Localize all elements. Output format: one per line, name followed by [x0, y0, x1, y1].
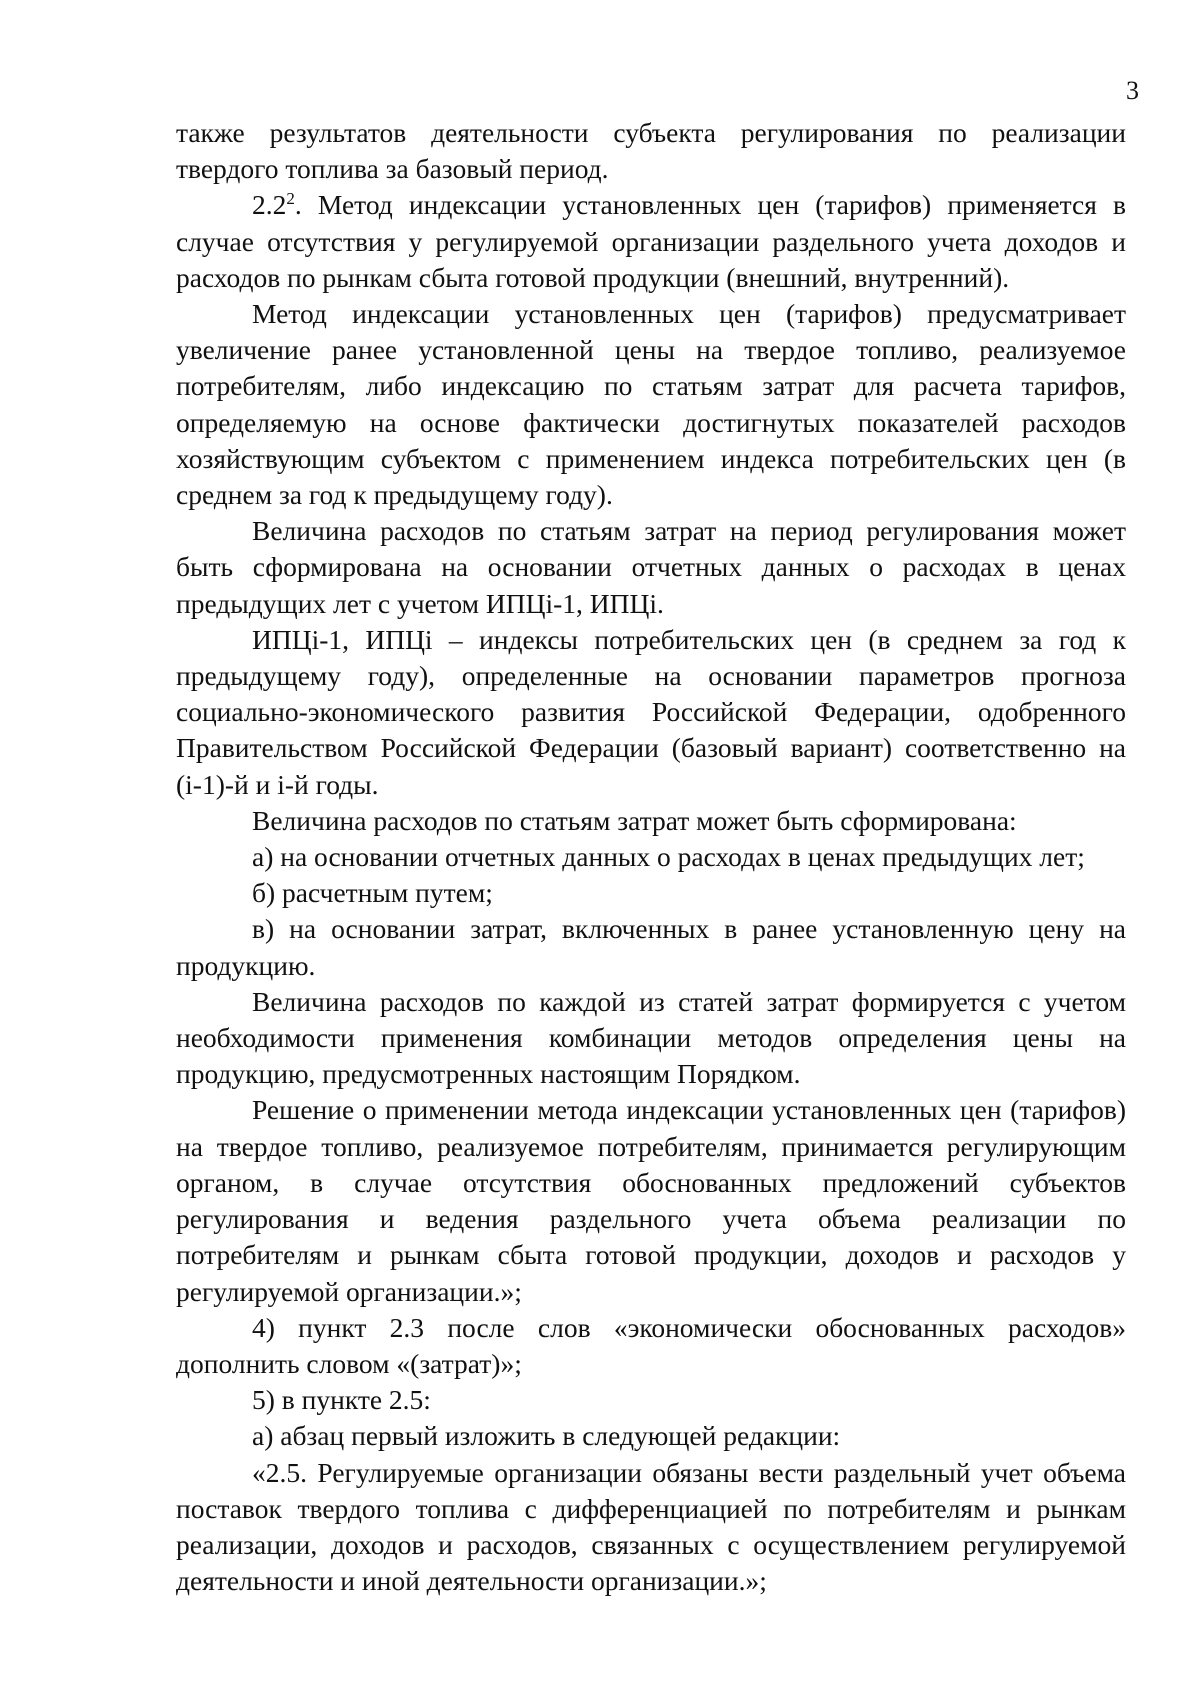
document-body	[176, 115, 1126, 1599]
paragraph-2-text: . Метод индексации установленных цен (тарифов) применяется в случае отсутствия у регулируемой организации раздельного учета доходов и расходов по рынкам сбыта готовой продукции (внешний, внутренний).	[176, 189, 1126, 293]
paragraph-5: ИПЦі-1, ИПЦі – индексы потребительских цен (в среднем за год к предыдущему году), определенные на основании параметров прогноза социально-экономического развития Российской Федерации, одобренного Правительством Российской Федерации (базовый вариант) соответственно на (і-1)-й и і-й годы.	[176, 623, 1126, 800]
list-item-a: а) на основании отчетных данных о расходах в ценах предыдущих лет;	[252, 841, 1085, 873]
page-number: 3	[1126, 76, 1139, 105]
paragraph-2	[176, 187, 1126, 296]
paragraph-10: Величина расходов по каждой из статей затрат формируется с учетом необходимости применения комбинации методов определения цены на продукцию, предусмотренных настоящим Порядком.	[176, 985, 1126, 1090]
paragraph-3: Метод индексации установленных цен (тарифов) предусматривает увеличение ранее установленной цены на твердое топливо, реализуемое потребителям, либо индексацию по статьям затрат для расчета тарифов, определяемую на основе фактически достигнутых показателей расходов хозяйствующим субъектом с применением индекса потребительских цен (в среднем за год к предыдущему году).	[176, 298, 1126, 511]
amendment-4: 4) пункт 2.3 после слов «экономически обоснованных расходов» дополнить словом «(затрат)»;	[176, 1311, 1126, 1379]
amendment-5-a: а) абзац первый изложить в следующей редакции:	[252, 1420, 841, 1452]
paragraph-6: Величина расходов по статьям затрат может быть сформирована:	[252, 804, 1017, 836]
paragraph-1: также результатов деятельности субъекта регулирования по реализации твердого топлива за базовый период.	[176, 117, 1126, 185]
quoted-clause-2-5: «2.5. Регулируемые организации обязаны вести раздельный учет объема поставок твердого топлива с дифференциацией по потребителям и рынкам реализации, доходов и расходов, связанных с осуществлением регулируемой деятельности и иной деятельности организации.»;	[176, 1456, 1126, 1597]
clause-superscript: 2	[286, 189, 295, 209]
paragraph-11: Решение о применении метода индексации установленных цен (тарифов) на твердое топливо, реализуемое потребителям, принимается регулирующим органом, в случае отсутствия обоснованных предложений субъектов регулирования и ведения раздельного учета объема реализации по потребителям и рынкам сбыта готовой продукции, доходов и расходов у регулируемой организации.»;	[176, 1094, 1126, 1307]
list-item-v: в) на основании затрат, включенных в ранее установленную цену на продукцию.	[176, 913, 1126, 981]
paragraph-4: Величина расходов по статьям затрат на период регулирования может быть сформирована на основании отчетных данных о расходах в ценах предыдущих лет с учетом ИПЦі-1, ИПЦі.	[176, 515, 1126, 619]
clause-number: 2.2	[252, 189, 287, 221]
list-item-b: б) расчетным путем;	[252, 877, 493, 909]
amendment-5: 5) в пункте 2.5:	[252, 1384, 431, 1416]
